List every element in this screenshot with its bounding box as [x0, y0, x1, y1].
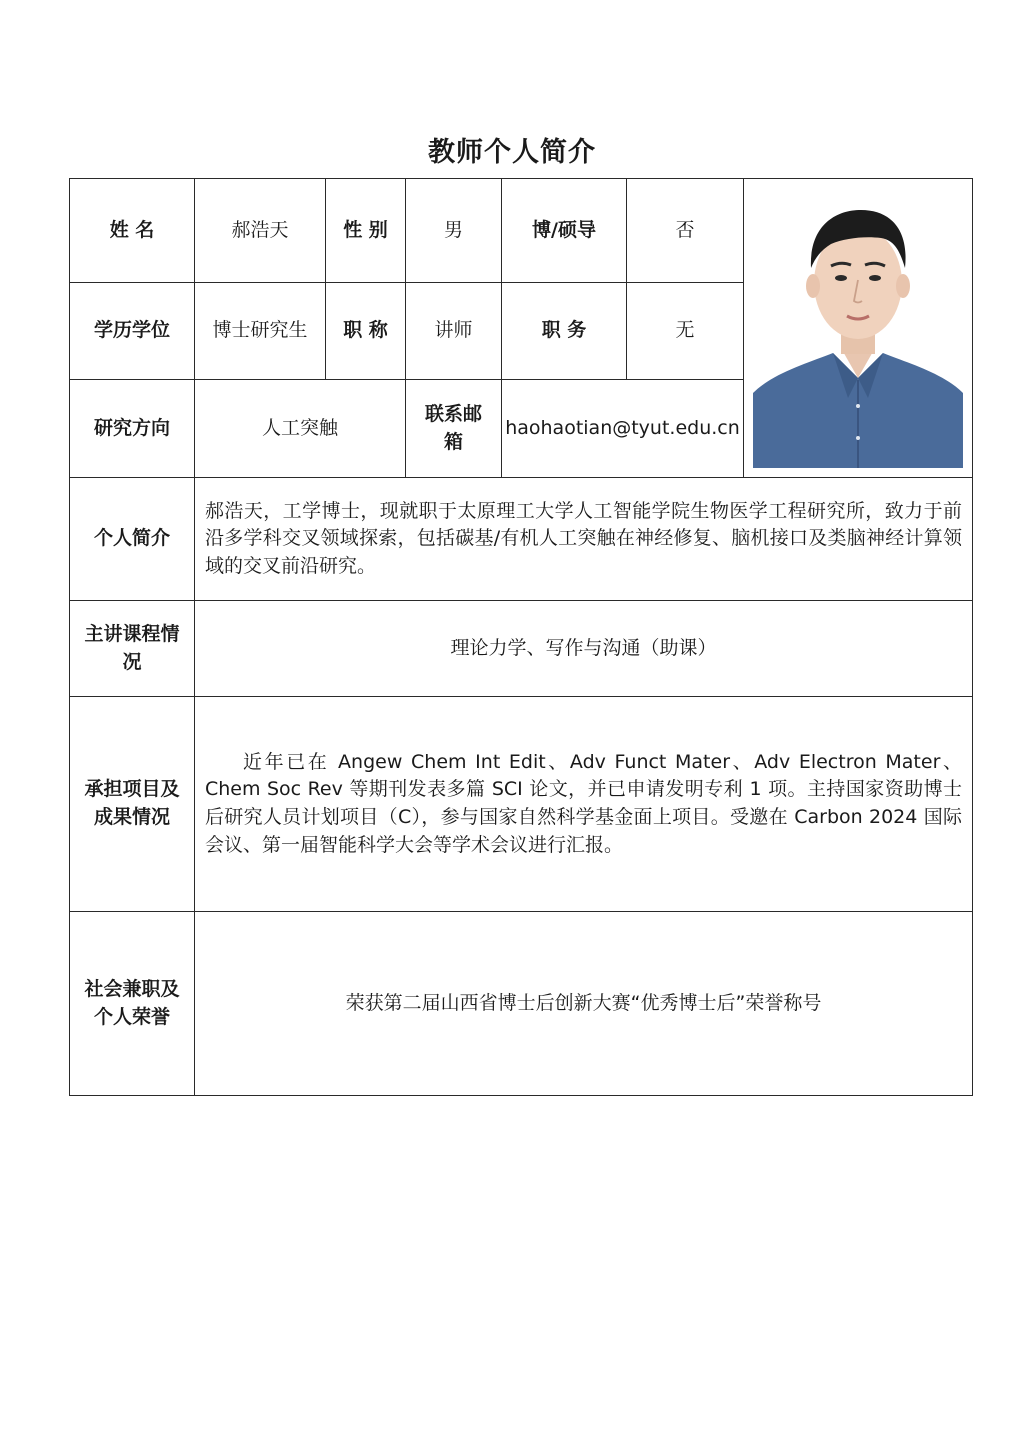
projects-label: 承担项目及成果情况	[70, 697, 195, 912]
bio-label: 个人简介	[70, 478, 195, 601]
projects-text: 近年已在 Angew Chem Int Edit、Adv Funct Mater、Adv Electron Mater、Chem Soc Rev 等期刊发表多篇 SCI 论文，并已申请发明专利 1 项。主持国家资助博士后研究人员计划项目（C），参与国家自然科学基金面上项目。受邀在 Carbon 2024 国际会议、第一届智能科学大会等学术会议进行汇报。	[205, 750, 962, 856]
portrait-photo	[753, 188, 963, 468]
name-label: 姓 名	[70, 179, 195, 283]
row-projects	[70, 697, 973, 912]
document-title: 教师个人简介	[428, 137, 596, 168]
email-label: 联系邮箱	[406, 380, 502, 478]
row-courses	[70, 601, 973, 697]
honors-value: 荣获第二届山西省博士后创新大赛“优秀博士后”荣誉称号	[195, 912, 973, 1096]
position-label: 职 务	[502, 283, 627, 380]
name-value: 郝浩天	[195, 179, 326, 283]
row-basic-1	[70, 179, 973, 283]
row-honors	[70, 912, 973, 1096]
position-value: 无	[627, 283, 744, 380]
bio-text: 郝浩天，工学博士，现就职于太原理工大学人工智能学院生物医学工程研究所，致力于前沿多学科交叉领域探索，包括碳基/有机人工突触在神经修复、脑机接口及类脑神经计算领域的交叉前沿研究。	[195, 478, 973, 601]
title-value: 讲师	[406, 283, 502, 380]
photo-cell	[744, 179, 973, 478]
research-value: 人工突触	[195, 380, 406, 478]
projects-cell	[195, 697, 973, 912]
profile-table	[69, 178, 973, 1096]
degree-value: 博士研究生	[195, 283, 326, 380]
title-label: 职 称	[326, 283, 406, 380]
gender-label: 性 别	[326, 179, 406, 283]
supervisor-value: 否	[627, 179, 744, 283]
honors-label: 社会兼职及个人荣誉	[70, 912, 195, 1096]
degree-label: 学历学位	[70, 283, 195, 380]
row-bio	[70, 478, 973, 601]
email-value[interactable]: haohaotian@tyut.edu.cn	[502, 380, 744, 478]
gender-value: 男	[406, 179, 502, 283]
courses-value: 理论力学、写作与沟通（助课）	[195, 601, 973, 697]
research-label: 研究方向	[70, 380, 195, 478]
courses-label: 主讲课程情况	[70, 601, 195, 697]
supervisor-label: 博/硕导	[502, 179, 627, 283]
